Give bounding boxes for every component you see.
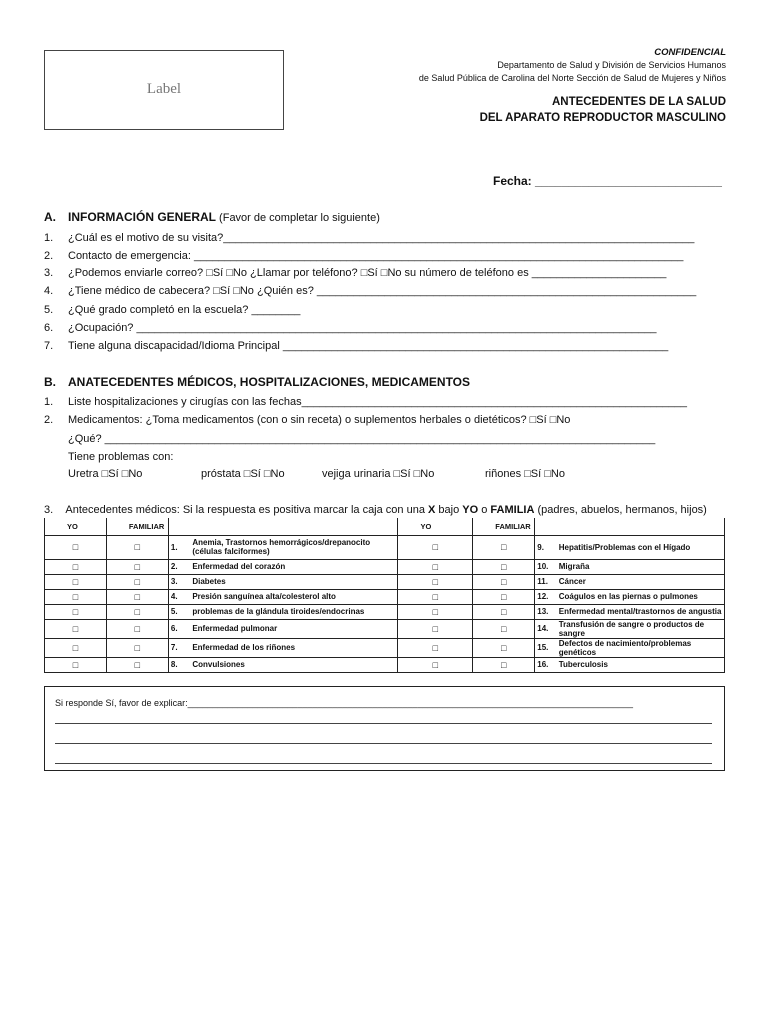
explanation-label: Si responde Sí, favor de explicar:_________________________________________________________________________________________ bbox=[55, 698, 634, 708]
problem-bladder[interactable]: vejiga urinaria □Sí □No bbox=[322, 468, 435, 480]
checkbox-familiar[interactable]: □ bbox=[106, 589, 168, 604]
col-yo-header: YO bbox=[398, 518, 473, 535]
checkbox-yo[interactable]: □ bbox=[45, 535, 107, 559]
condition-number: 12. bbox=[535, 589, 557, 604]
department-line-1: Departamento de Salud y División de Servicios Humanos bbox=[497, 60, 726, 70]
item-text: Contacto de emergencia: ________________________________________________________________________________ bbox=[68, 250, 684, 262]
checkbox-familiar[interactable]: □ bbox=[473, 604, 535, 619]
hospitalizations-line[interactable] bbox=[0, 395, 770, 409]
col-familiar-header: FAMILIAR bbox=[106, 518, 168, 535]
condition-label: Enfermedad mental/trastornos de angustia bbox=[557, 604, 725, 619]
item-number: 2. bbox=[44, 250, 54, 262]
checkbox-yo[interactable]: □ bbox=[45, 574, 107, 589]
confidential-mark: CONFIDENCIAL bbox=[654, 47, 726, 58]
col-familiar-header: FAMILIAR bbox=[473, 518, 535, 535]
instruction-familia: FAMILIA bbox=[490, 504, 535, 516]
col-condition-header bbox=[168, 518, 398, 535]
medications-what-line[interactable]: ¿Qué? __________________________________________________________________________________________ bbox=[68, 433, 656, 445]
condition-number: 5. bbox=[168, 604, 190, 619]
condition-number: 4. bbox=[168, 589, 190, 604]
checkbox-familiar[interactable]: □ bbox=[473, 574, 535, 589]
checkbox-yo[interactable]: □ bbox=[398, 638, 473, 657]
item-number: 4. bbox=[44, 285, 54, 297]
checkbox-familiar[interactable]: □ bbox=[473, 657, 535, 672]
checkbox-yo[interactable]: □ bbox=[398, 589, 473, 604]
item-number: 3. bbox=[44, 267, 54, 279]
explanation-line[interactable] bbox=[55, 743, 712, 744]
condition-label: Hepatitis/Problemas con el Hígado bbox=[557, 535, 725, 559]
item-number: 5. bbox=[44, 304, 54, 316]
condition-label: Convulsiones bbox=[190, 657, 398, 672]
table-row bbox=[45, 535, 725, 559]
section-a-item[interactable] bbox=[0, 284, 770, 298]
checkbox-yo[interactable]: □ bbox=[398, 657, 473, 672]
table-row bbox=[45, 589, 725, 604]
table-row bbox=[45, 574, 725, 589]
section-a-item[interactable] bbox=[0, 266, 770, 280]
section-b-heading bbox=[0, 375, 770, 391]
section-b-title: ANATECEDENTES MÉDICOS, HOSPITALIZACIONES, MEDICAMENTOS bbox=[68, 375, 471, 389]
condition-number: 9. bbox=[535, 535, 557, 559]
item-number: 7. bbox=[44, 340, 54, 352]
condition-label: Anemia, Trastornos hemorrágicos/drepanocito (células falciformes) bbox=[190, 535, 398, 559]
checkbox-familiar[interactable]: □ bbox=[106, 638, 168, 657]
condition-number: 7. bbox=[168, 638, 190, 657]
condition-number: 11. bbox=[535, 574, 557, 589]
item-number: 1. bbox=[44, 396, 54, 408]
table-row bbox=[45, 619, 725, 638]
problem-prostate[interactable]: próstata □Sí □No bbox=[201, 468, 285, 480]
condition-number: 8. bbox=[168, 657, 190, 672]
condition-number: 1. bbox=[168, 535, 190, 559]
section-a-item[interactable] bbox=[0, 249, 770, 263]
form-title bbox=[480, 94, 726, 126]
condition-number: 6. bbox=[168, 619, 190, 638]
condition-label: Coágulos en las piernas o pulmones bbox=[557, 589, 725, 604]
checkbox-familiar[interactable]: □ bbox=[473, 589, 535, 604]
table-row bbox=[45, 604, 725, 619]
form-title-line-2: DEL APARATO REPRODUCTOR MASCULINO bbox=[479, 112, 726, 124]
table-row bbox=[45, 657, 725, 672]
condition-label: Migraña bbox=[557, 559, 725, 574]
condition-number: 2. bbox=[168, 559, 190, 574]
item-number: 3. bbox=[44, 504, 54, 516]
condition-number: 16. bbox=[535, 657, 557, 672]
condition-label: Tuberculosis bbox=[557, 657, 725, 672]
condition-label: Cáncer bbox=[557, 574, 725, 589]
col-condition-header bbox=[535, 518, 725, 535]
item-number: 2. bbox=[44, 414, 54, 426]
checkbox-familiar[interactable]: □ bbox=[106, 619, 168, 638]
item-number: 1. bbox=[44, 232, 54, 244]
item-number: 6. bbox=[44, 322, 54, 334]
item-text: ¿Ocupación? _____________________________________________________________________________________ bbox=[68, 322, 657, 334]
instruction-text: Antecedentes médicos: Si la respuesta es positiva marcar la caja con una bbox=[65, 504, 429, 516]
problem-urethra[interactable]: Uretra □Sí □No bbox=[68, 468, 143, 480]
condition-label: Transfusión de sangre o productos de sangre bbox=[557, 619, 725, 638]
checkbox-familiar[interactable]: □ bbox=[106, 535, 168, 559]
condition-label: problemas de la glándula tiroides/endocrinas bbox=[190, 604, 398, 619]
checkbox-yo[interactable]: □ bbox=[398, 604, 473, 619]
table-row bbox=[45, 559, 725, 574]
explanation-line[interactable] bbox=[55, 723, 712, 724]
medications-line[interactable] bbox=[0, 413, 770, 427]
section-a-heading bbox=[0, 210, 770, 226]
table-row bbox=[45, 638, 725, 657]
condition-label: Enfermedad del corazón bbox=[190, 559, 398, 574]
checkbox-familiar[interactable]: □ bbox=[106, 559, 168, 574]
explanation-box[interactable] bbox=[44, 686, 725, 771]
section-a-item[interactable] bbox=[0, 339, 770, 353]
condition-number: 10. bbox=[535, 559, 557, 574]
section-a-note: (Favor de completar lo siguiente) bbox=[216, 212, 380, 224]
checkbox-yo[interactable]: □ bbox=[45, 604, 107, 619]
section-a-letter: A. bbox=[44, 210, 56, 224]
checkbox-yo[interactable]: □ bbox=[398, 535, 473, 559]
instruction-text: bajo bbox=[435, 504, 463, 516]
checkbox-yo[interactable]: □ bbox=[398, 559, 473, 574]
condition-number: 14. bbox=[535, 619, 557, 638]
medical-history-table bbox=[44, 518, 725, 673]
section-a-item[interactable] bbox=[0, 303, 770, 317]
condition-number: 13. bbox=[535, 604, 557, 619]
instruction-text: (padres, abuelos, hermanos, hijos) bbox=[534, 504, 707, 516]
checkbox-yo[interactable]: □ bbox=[45, 589, 107, 604]
item-text: Tiene alguna discapacidad/Idioma Principal _______________________________________________________________ bbox=[68, 340, 669, 352]
problems-label: Tiene problemas con: bbox=[68, 451, 174, 463]
explanation-line[interactable] bbox=[55, 763, 712, 764]
checkbox-yo[interactable]: □ bbox=[398, 619, 473, 638]
checkbox-familiar[interactable]: □ bbox=[473, 559, 535, 574]
section-a-title: INFORMACIÓN GENERAL bbox=[68, 210, 216, 224]
checkbox-familiar[interactable]: □ bbox=[106, 604, 168, 619]
instruction-text: o bbox=[478, 504, 491, 516]
checkbox-familiar[interactable]: □ bbox=[106, 657, 168, 672]
col-yo-header: YO bbox=[45, 518, 107, 535]
date-field[interactable]: Fecha: ____________________________ bbox=[493, 174, 722, 188]
medications-text: Medicamentos: ¿Toma medicamentos (con o sin receta) o suplementos herbales o dietéticos? □Sí □No bbox=[68, 414, 571, 426]
item-text: ¿Podemos enviarle correo? □Sí □No ¿Llamar por teléfono? □Sí □No su número de teléfono es ______________________ bbox=[68, 267, 667, 279]
label-placeholder: Label bbox=[146, 81, 182, 97]
checkbox-yo[interactable]: □ bbox=[45, 559, 107, 574]
checkbox-yo[interactable]: □ bbox=[398, 574, 473, 589]
medical-history-instructions bbox=[44, 503, 707, 517]
condition-label: Enfermedad de los riñones bbox=[190, 638, 398, 657]
form-title-line-1: ANTECEDENTES DE LA SALUD bbox=[552, 96, 726, 108]
section-a-item[interactable] bbox=[0, 321, 770, 335]
condition-number: 3. bbox=[168, 574, 190, 589]
condition-number: 15. bbox=[535, 638, 557, 657]
patient-label-box bbox=[44, 50, 284, 130]
checkbox-familiar[interactable]: □ bbox=[473, 619, 535, 638]
item-text: ¿Tiene médico de cabecera? □Sí □No ¿Quién es? ______________________________________________________________ bbox=[68, 285, 697, 297]
checkbox-yo[interactable]: □ bbox=[45, 638, 107, 657]
instruction-x: X bbox=[428, 504, 436, 516]
hospitalizations-text: Liste hospitalizaciones y cirugías con las fechas_______________________________________________________________ bbox=[68, 396, 687, 408]
table-header-row bbox=[45, 518, 725, 535]
section-b-letter: B. bbox=[44, 375, 56, 389]
department-line-2: de Salud Pública de Carolina del Norte Sección de Salud de Mujeres y Niños bbox=[418, 73, 726, 83]
condition-label: Diabetes bbox=[190, 574, 398, 589]
problem-kidneys[interactable]: riñones □Sí □No bbox=[485, 468, 565, 480]
instruction-yo: YO bbox=[462, 504, 479, 516]
condition-label: Enfermedad pulmonar bbox=[190, 619, 398, 638]
section-a-item[interactable] bbox=[0, 231, 770, 245]
checkbox-familiar[interactable]: □ bbox=[473, 535, 535, 559]
checkbox-yo[interactable]: □ bbox=[45, 657, 107, 672]
checkbox-yo[interactable]: □ bbox=[45, 619, 107, 638]
checkbox-familiar[interactable]: □ bbox=[106, 574, 168, 589]
condition-label: Presión sanguínea alta/colesterol alto bbox=[190, 589, 398, 604]
header-block bbox=[419, 46, 726, 85]
condition-label: Defectos de nacimiento/problemas genéticos bbox=[557, 638, 725, 657]
item-text: ¿Cuál es el motivo de su visita?_____________________________________________________________________________ bbox=[68, 232, 695, 244]
item-text: ¿Qué grado completó en la escuela? ________ bbox=[68, 304, 301, 316]
checkbox-familiar[interactable]: □ bbox=[473, 638, 535, 657]
